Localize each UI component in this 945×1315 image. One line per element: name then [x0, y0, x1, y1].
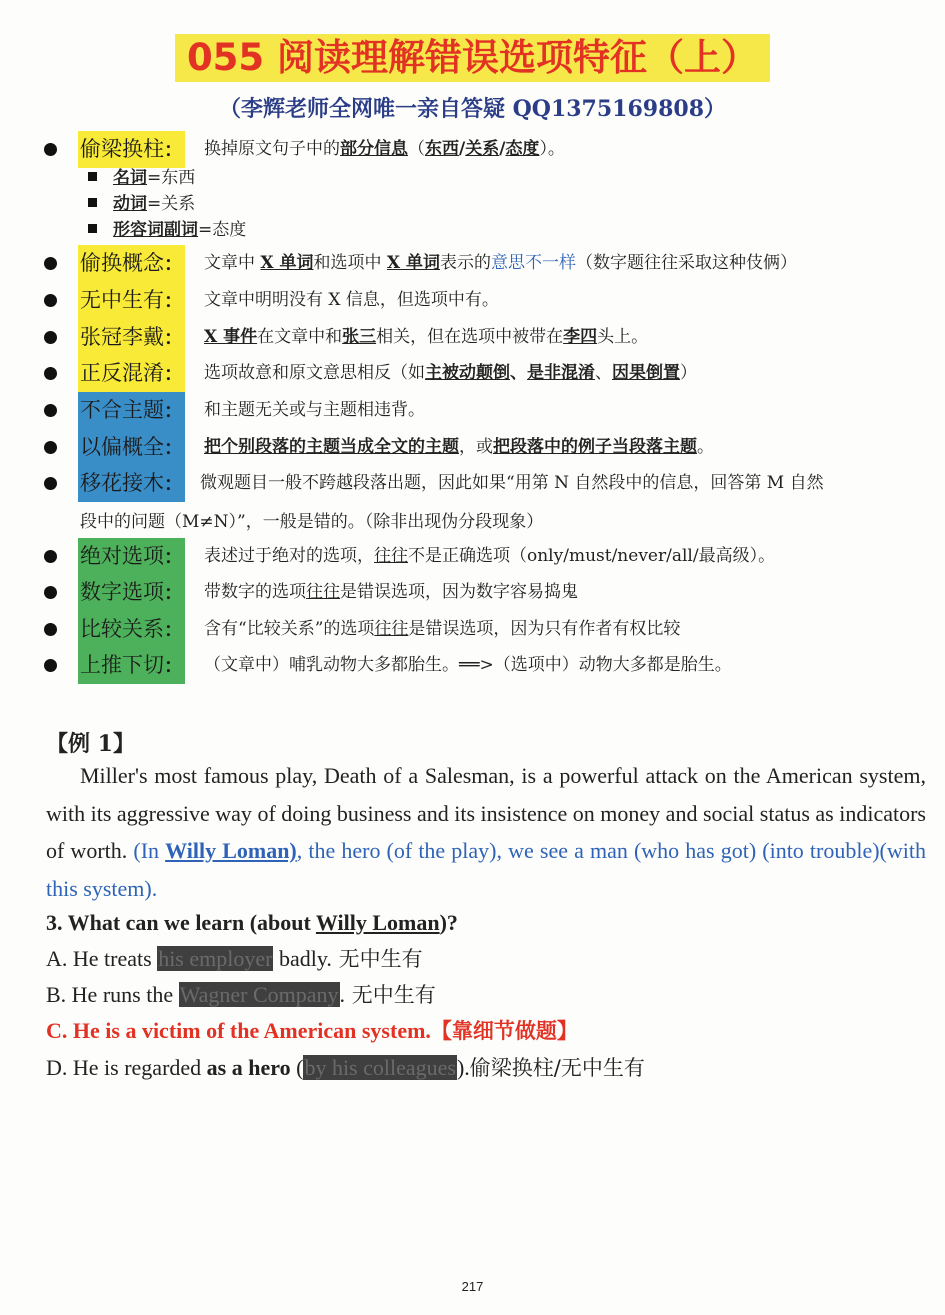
bullet-icon — [44, 367, 57, 380]
item-label: 偷梁换柱： — [78, 131, 185, 168]
option-d: D. He is regarded as a hero (by his colleagues).偷梁换柱/无中生有 — [46, 1055, 645, 1080]
item-label: 移花接木： — [78, 465, 185, 502]
item-label: 偷换概念： — [78, 245, 185, 282]
item-label: 数字选项： — [78, 574, 185, 611]
page-title: 055 阅读理解错误选项特征（上） — [175, 34, 770, 82]
item-label: 上推下切： — [78, 647, 185, 684]
item-label: 张冠李戴： — [78, 319, 185, 356]
item-desc: 选项故意和原文意思相反（如主被动颠倒、是非混淆、因果倒置） — [204, 363, 697, 383]
subtitle: （李辉老师全网唯一亲自答疑 QQ1375169808） — [218, 96, 727, 122]
bullet-icon — [44, 586, 57, 599]
item-desc: 含有“比较关系”的选项往往是错误选项，因为只有作者有权比较 — [204, 619, 681, 639]
option-a: A. He treats his employer badly. 无中生有 — [46, 946, 423, 971]
title-wrap — [0, 34, 945, 82]
square-bullet-icon — [88, 224, 97, 233]
square-bullet-icon — [88, 198, 97, 207]
sub-item: 形容词副词=态度 — [88, 218, 246, 242]
sub-item: 动词=关系 — [88, 192, 195, 216]
item-label: 绝对选项： — [78, 538, 185, 575]
bullet-icon — [44, 441, 57, 454]
page-number: 217 — [461, 1279, 484, 1294]
example-heading: 【例 1】 — [46, 731, 135, 757]
bullet-icon — [44, 404, 57, 417]
bullet-icon — [44, 477, 57, 490]
bullet-icon — [44, 331, 57, 344]
example-passage: Miller's most famous play, Death of a Salesman, is a powerful attack on the American system, with its aggressive way of doing business and its insistence on money and social status as indicators of worth. (In Willy Loman), the hero (of the play), we see a man (who has got) (into trouble)(with this system). — [46, 763, 926, 901]
question: 3. What can we learn (about Willy Loman)? — [46, 910, 458, 935]
item-desc: X 事件在文章中和张三相关，但在选项中被带在李四头上。 — [204, 327, 649, 347]
bullet-icon — [44, 550, 57, 563]
square-bullet-icon — [88, 172, 97, 181]
bullet-icon — [44, 623, 57, 636]
option-b: B. He runs the Wagner Company. 无中生有 — [46, 982, 436, 1007]
item-desc: 微观题目一般不跨越段落出题，因此如果“用第 N 自然段中的信息，回答第 M 自然 — [200, 473, 824, 493]
option-c: C. He is a victim of the American system.【靠细节做题】 — [46, 1018, 578, 1043]
item-desc: 和主题无关或与主题相违背。 — [204, 400, 425, 420]
item-label: 正反混淆： — [78, 355, 185, 392]
item-desc: 文章中 X 单词和选项中 X 单词表示的意思不一样（数字题往往采取这种伎俩） — [204, 253, 798, 273]
item-label: 无中生有： — [78, 282, 185, 319]
item-label: 比较关系： — [78, 611, 185, 648]
item-label: 以偏概全： — [78, 429, 185, 466]
item-desc-continuation: 段中的问题（M≠N）”，一般是错的。（除非出现伪分段现象） — [80, 512, 544, 532]
item-desc: （文章中）哺乳动物大多都胎生。══>（选项中）动物大多都是胎生。 — [204, 655, 732, 675]
bullet-icon — [44, 294, 57, 307]
item-desc: 把个别段落的主题当成全文的主题，或把段落中的例子当段落主题。 — [204, 437, 714, 457]
item-label: 不合主题： — [78, 392, 185, 429]
item-desc: 表述过于绝对的选项，往往不是正确选项（only/must/never/all/最高级）。 — [204, 546, 776, 566]
bullet-icon — [44, 257, 57, 270]
item-desc: 文章中明明没有 X 信息，但选项中有。 — [204, 290, 499, 310]
sub-item: 名词=东西 — [88, 166, 195, 190]
bullet-icon — [44, 659, 57, 672]
item-desc: 换掉原文句子中的部分信息（东西/关系/态度）。 — [204, 139, 565, 159]
bullet-icon — [44, 143, 57, 156]
item-desc: 带数字的选项往往是错误选项，因为数字容易捣鬼 — [204, 582, 578, 602]
